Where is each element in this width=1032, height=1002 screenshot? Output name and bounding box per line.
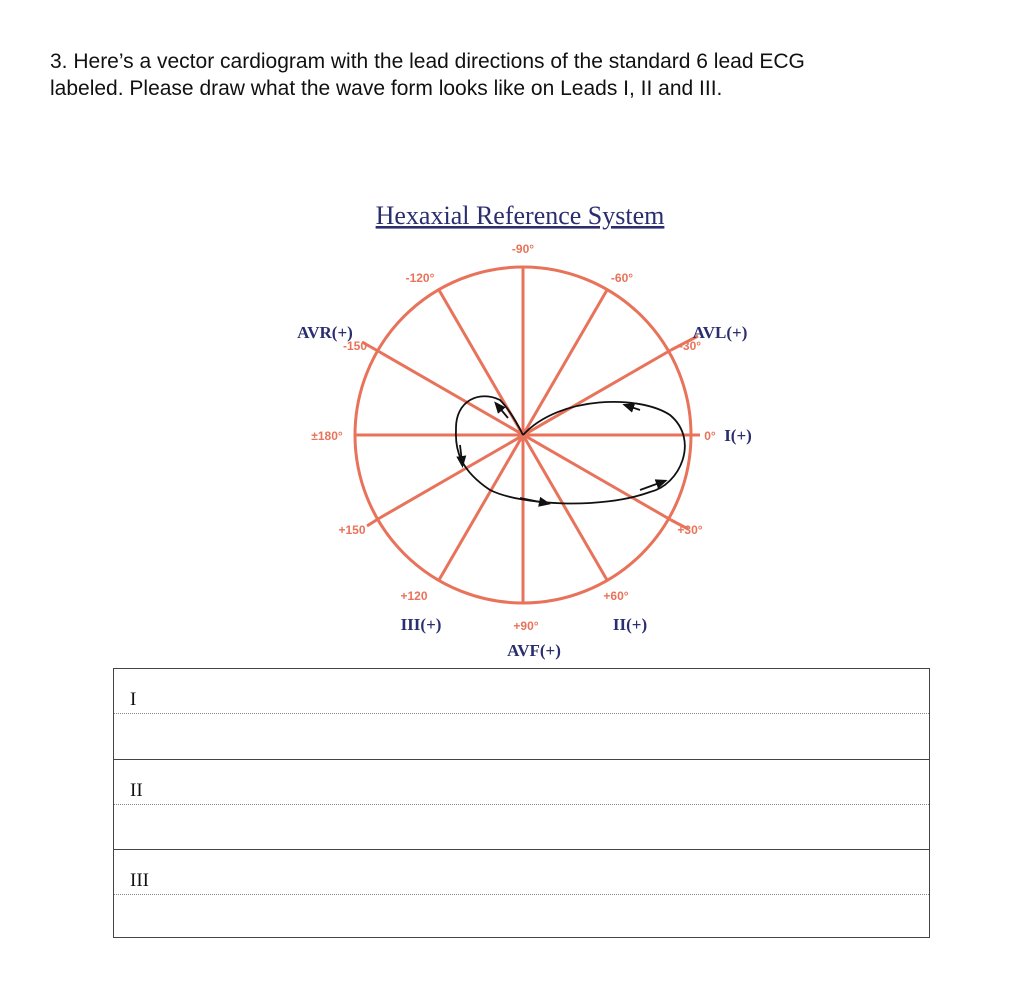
lead-avl-label: AVL(+) <box>692 323 748 342</box>
angle-pos150: +150 <box>338 523 366 537</box>
lead-avf-label: AVF(+) <box>507 641 561 660</box>
angle-neg60: -60° <box>610 271 634 285</box>
question-line-1: 3. Here’s a vector cardiogram with the lead directions of the standard 6 lead ECG <box>50 50 805 73</box>
angle-pos60: +60° <box>603 589 629 603</box>
lead-row-label: II <box>130 780 143 801</box>
lead-avr-label: AVR(+) <box>297 323 353 342</box>
lead-row-i[interactable] <box>114 669 929 759</box>
angle-pm180: ±180° <box>311 429 343 443</box>
axis-ext-150 <box>367 519 378 526</box>
lead-row-label: I <box>130 689 137 710</box>
angle-pos120: +120 <box>400 589 428 603</box>
angle-pos30: +30° <box>677 523 703 537</box>
angle-0: 0° <box>704 429 716 443</box>
lead-axes <box>355 267 703 603</box>
angle-neg150: -150 <box>342 339 368 353</box>
lead-iii-label: III(+) <box>400 615 442 634</box>
lead-drawing-table <box>113 668 930 938</box>
lead-row-ii[interactable] <box>114 759 929 849</box>
vector-loop <box>456 396 685 503</box>
baseline <box>114 713 929 714</box>
angle-neg30: -30° <box>678 339 702 353</box>
angle-neg120: -120° <box>405 271 435 285</box>
baseline <box>114 804 929 805</box>
diagram-title: Hexaxial Reference System <box>375 201 665 230</box>
lead-ii-label: II(+) <box>612 615 648 634</box>
question-line-2: labeled. Please draw what the wave form looks like on Leads I, II and III. <box>50 77 723 100</box>
angle-neg90: -90° <box>511 242 535 256</box>
lead-row-iii[interactable] <box>114 849 929 939</box>
lead-row-label: III <box>130 870 149 891</box>
angle-pos90: +90° <box>513 619 539 633</box>
lead-i-label: I(+) <box>724 426 752 445</box>
baseline <box>114 894 929 895</box>
